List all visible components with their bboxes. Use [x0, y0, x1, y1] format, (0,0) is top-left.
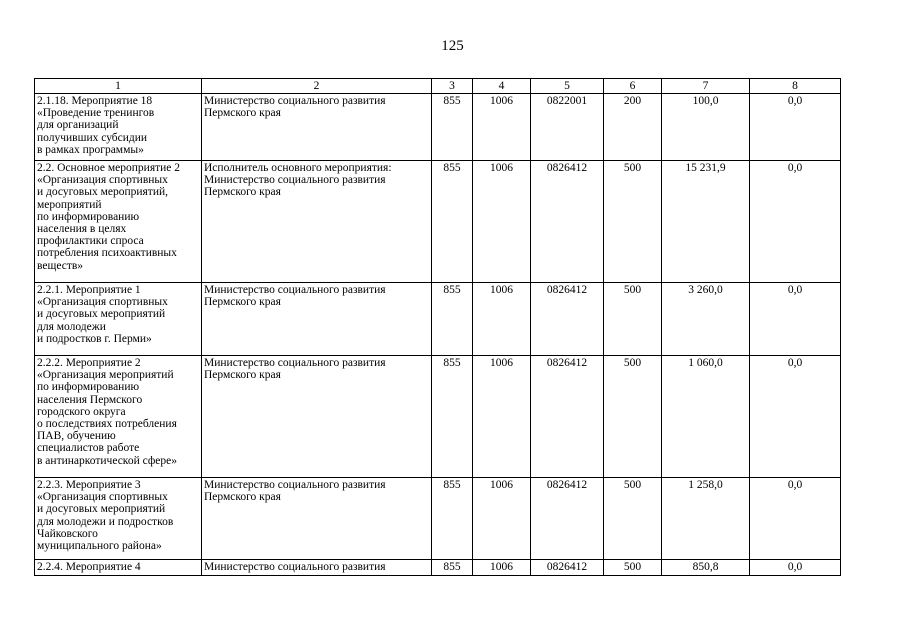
page-number: 125 — [441, 38, 464, 54]
activity-name-cell: 2.2.3. Мероприятие 3 «Организация спортивных и досуговых мероприятий для молодежи и подростков Чайковского муниципального района» — [35, 478, 202, 560]
column-header: 4 — [473, 79, 531, 94]
amount-cell: 15 231,9 — [662, 161, 750, 283]
amount-extra-cell: 0,0 — [750, 94, 841, 161]
table-row — [35, 356, 841, 478]
target-article-cell: 0826412 — [531, 478, 604, 560]
executor-cell: Министерство социального развития Пермского края — [202, 94, 432, 161]
column-header: 8 — [750, 79, 841, 94]
activity-name-cell: 2.1.18. Мероприятие 18 «Проведение тренингов для организаций получивших субсидии в рамках программы» — [35, 94, 202, 161]
budget-table — [34, 78, 841, 576]
column-header: 7 — [662, 79, 750, 94]
code-cell: 855 — [432, 94, 473, 161]
column-header: 3 — [432, 79, 473, 94]
expense-type-cell: 500 — [604, 478, 662, 560]
executor-cell: Министерство социального развития Пермского края — [202, 356, 432, 478]
table-row — [35, 560, 841, 576]
table-row — [35, 94, 841, 161]
target-article-cell: 0826412 — [531, 161, 604, 283]
code-cell: 855 — [432, 560, 473, 576]
amount-cell: 100,0 — [662, 94, 750, 161]
amount-extra-cell: 0,0 — [750, 356, 841, 478]
target-article-cell: 0826412 — [531, 283, 604, 356]
activity-name-cell: 2.2.1. Мероприятие 1 «Организация спортивных и досуговых мероприятий для молодежи и подростков г. Перми» — [35, 283, 202, 356]
executor-cell: Исполнитель основного мероприятия: Министерство социального развития Пермского края — [202, 161, 432, 283]
code-cell: 855 — [432, 356, 473, 478]
table-row — [35, 478, 841, 560]
column-header: 2 — [202, 79, 432, 94]
section-cell: 1006 — [473, 283, 531, 356]
expense-type-cell: 500 — [604, 283, 662, 356]
target-article-cell: 0826412 — [531, 560, 604, 576]
code-cell: 855 — [432, 478, 473, 560]
code-cell: 855 — [432, 161, 473, 283]
target-article-cell: 0822001 — [531, 94, 604, 161]
column-header: 5 — [531, 79, 604, 94]
activity-name-cell: 2.2. Основное мероприятие 2 «Организация спортивных и досуговых мероприятий, мероприятий по информированию населения в целях профилактики спроса потребления психоактивных веществ» — [35, 161, 202, 283]
target-article-cell: 0826412 — [531, 356, 604, 478]
table-row — [35, 283, 841, 356]
amount-cell: 850,8 — [662, 560, 750, 576]
executor-cell: Министерство социального развития Пермского края — [202, 478, 432, 560]
table-row — [35, 161, 841, 283]
section-cell: 1006 — [473, 560, 531, 576]
amount-extra-cell: 0,0 — [750, 161, 841, 283]
amount-extra-cell: 0,0 — [750, 478, 841, 560]
activity-name-cell: 2.2.4. Мероприятие 4 — [35, 560, 202, 576]
expense-type-cell: 500 — [604, 356, 662, 478]
executor-cell: Министерство социального развития Пермского края — [202, 283, 432, 356]
amount-cell: 1 258,0 — [662, 478, 750, 560]
amount-cell: 3 260,0 — [662, 283, 750, 356]
expense-type-cell: 500 — [604, 161, 662, 283]
activity-name-cell: 2.2.2. Мероприятие 2 «Организация мероприятий по информированию населения Пермского городского округа о последствиях потребления ПАВ, обучению специалистов работе в антинаркотической сфере» — [35, 356, 202, 478]
amount-extra-cell: 0,0 — [750, 283, 841, 356]
section-cell: 1006 — [473, 94, 531, 161]
section-cell: 1006 — [473, 478, 531, 560]
amount-cell: 1 060,0 — [662, 356, 750, 478]
executor-cell: Министерство социального развития — [202, 560, 432, 576]
column-header: 1 — [35, 79, 202, 94]
table-header-row — [35, 79, 841, 94]
section-cell: 1006 — [473, 356, 531, 478]
expense-type-cell: 200 — [604, 94, 662, 161]
amount-extra-cell: 0,0 — [750, 560, 841, 576]
section-cell: 1006 — [473, 161, 531, 283]
expense-type-cell: 500 — [604, 560, 662, 576]
column-header: 6 — [604, 79, 662, 94]
code-cell: 855 — [432, 283, 473, 356]
